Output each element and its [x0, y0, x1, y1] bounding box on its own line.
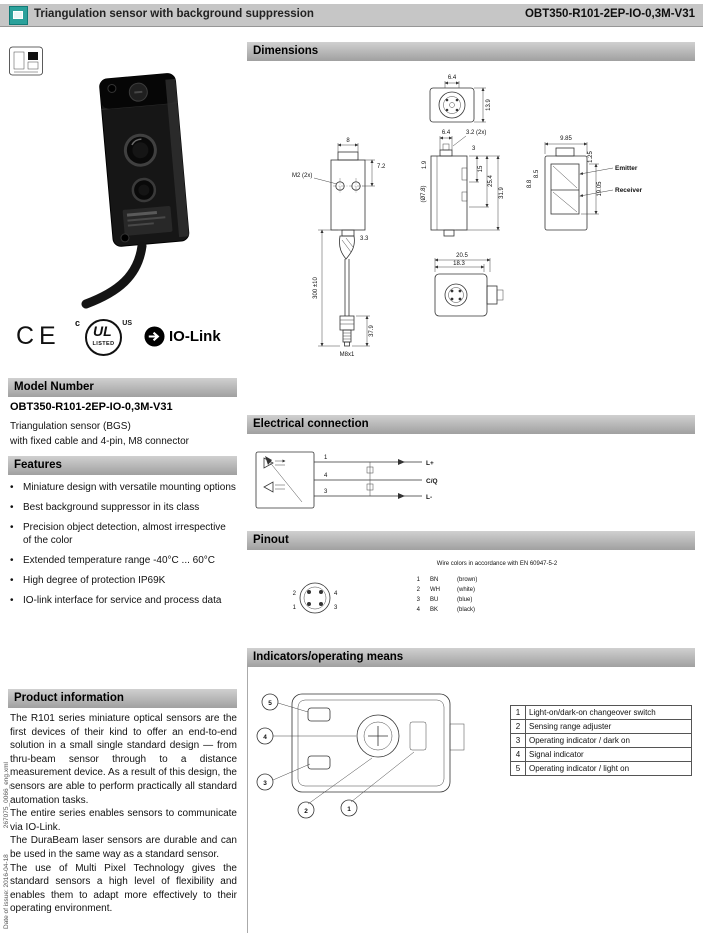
ul-us-label: US	[122, 320, 132, 327]
callout-5: 5	[268, 700, 272, 707]
dim-label: (Ø7.8)	[421, 185, 427, 203]
row-description: Operating indicator / dark on	[526, 734, 692, 748]
row-number: 5	[511, 762, 526, 776]
wiring	[314, 455, 438, 501]
dim-label: 8	[346, 138, 350, 144]
dim-label: 300 ±10	[313, 277, 319, 299]
header-bar	[0, 4, 703, 27]
io-link-arrow-icon	[144, 326, 165, 347]
callout-4: 4	[263, 734, 267, 741]
dim-label: 7.2	[377, 164, 386, 170]
file-name: 267075_0066_eng.xml	[3, 762, 10, 829]
dim-label: 31.9	[499, 187, 505, 199]
callout-1: 1	[347, 806, 351, 813]
io-link-logo	[144, 326, 221, 347]
brand-square-icon	[9, 6, 28, 25]
dim-label: 3	[472, 146, 476, 152]
pin-code: WH	[430, 587, 440, 593]
pin-code: BK	[430, 607, 439, 613]
table-row	[511, 762, 692, 776]
dim-label: 9.85	[560, 136, 572, 142]
feature-item	[10, 594, 236, 607]
pin-no: 3	[416, 597, 420, 603]
paragraph: The R101 series miniature optical sensors are the first devices of their kind to offer an end-to-end solution in a small single standard design — from thru-beam sensor through to a distance measurement device. As a result of this design, the sensors are able to perform practically all standard automation tasks.	[10, 713, 237, 806]
row-number: 3	[511, 734, 526, 748]
pin-no: 4	[416, 607, 420, 613]
section-indicators: Indicators/operating means	[247, 648, 695, 667]
dim-label: 20.5	[456, 253, 468, 259]
io-link-label: IO-Link	[169, 328, 221, 345]
feature-item	[10, 501, 236, 514]
dim-label: M8x1	[339, 352, 355, 358]
bullet-icon: •	[10, 555, 14, 566]
row-description: Light-on/dark-on changeover switch	[526, 706, 692, 720]
pinout-diagram	[250, 553, 695, 637]
release-note	[3, 762, 10, 929]
section-dimensions: Dimensions	[247, 42, 695, 61]
face-pin-number: 1	[292, 605, 296, 611]
wire-color-table	[417, 577, 478, 613]
section-product-information: Product information	[8, 689, 237, 708]
feature-text: Best background suppressor in its class	[23, 502, 200, 513]
product-photo	[50, 50, 238, 312]
ul-letters: UL	[93, 323, 112, 339]
section-features: Features	[8, 456, 237, 475]
feature-text: High degree of protection IP69K	[23, 575, 166, 586]
dims-top-view	[430, 75, 492, 122]
callouts	[257, 694, 414, 818]
face-pin-number: 2	[292, 591, 296, 597]
ul-mark	[74, 316, 132, 364]
paragraph: The DuraBeam laser sensors are durable and can be used in the same way as a standard sensor.	[10, 835, 237, 860]
pin-code: BN	[430, 577, 439, 583]
pin-color: (brown)	[457, 577, 478, 583]
row-description: Sensing range adjuster	[526, 720, 692, 734]
dim-label: 8.8	[527, 179, 533, 189]
model-sub-description: with fixed cable and 4-pin, M8 connector	[10, 436, 189, 447]
connector-face	[293, 583, 338, 613]
bullet-icon: •	[10, 482, 14, 493]
dim-label: 19.05	[597, 181, 603, 197]
dims-cable-view	[313, 230, 375, 358]
indicators-table	[510, 705, 692, 776]
page-title: Triangulation sensor with background suppression	[34, 8, 314, 20]
pin-no: 1	[416, 577, 420, 583]
dim-label: 3.2 (2x)	[466, 130, 487, 136]
feature-text: Miniature design with versatile mounting options	[23, 482, 236, 493]
paragraph: The use of Multi Pixel Technology gives the standard sensors a high level of flexibility and enables them to adapt more effectively to their operating environment.	[10, 862, 237, 915]
wire-color-note: Wire colors in accordance with EN 60947-5-2	[436, 561, 558, 567]
product-information-text	[10, 712, 237, 916]
model-description: Triangulation sensor (BGS)	[10, 421, 131, 432]
sensor-symbol	[256, 452, 314, 508]
feature-text: Extended temperature range -40°C ... 60°C	[23, 555, 215, 566]
pin-no: 2	[416, 587, 420, 593]
column-divider-line	[247, 667, 248, 933]
bullet-icon: •	[10, 595, 14, 606]
paragraph: The entire series enables sensors to communicate via IO-Link.	[10, 808, 237, 833]
pin-color: (white)	[457, 587, 476, 593]
receiver-label: Receiver	[615, 187, 643, 194]
feature-text: Precision object detection, almost irrespective of the color	[23, 522, 226, 546]
feature-item	[10, 521, 236, 547]
dim-label: 1.9	[422, 160, 428, 170]
section-pinout: Pinout	[247, 531, 695, 550]
table-row	[511, 748, 692, 762]
wire-pin-number: 1	[324, 455, 328, 461]
wire-label-lplus: L+	[426, 460, 434, 467]
row-number: 1	[511, 706, 526, 720]
table-row	[511, 734, 692, 748]
sensor-top-view	[292, 694, 464, 792]
dims-back-view	[527, 136, 643, 230]
dim-label: 13.9	[486, 99, 492, 111]
dims-connector-view	[435, 253, 503, 316]
product-family-icon	[8, 44, 50, 84]
dim-label: 6.4	[447, 75, 457, 81]
features-list	[10, 481, 236, 614]
table-row	[511, 706, 692, 720]
dimensions-drawing	[250, 64, 695, 409]
part-number: OBT350-R101-2EP-IO-0,3M-V31	[524, 8, 695, 20]
dim-label: 6.4	[441, 130, 451, 136]
emitter-label: Emitter	[615, 165, 638, 172]
pin-code: BU	[430, 597, 439, 603]
feature-item	[10, 554, 236, 567]
dim-label: 1.25	[588, 151, 594, 163]
bullet-icon: •	[10, 522, 14, 533]
dims-front-view	[292, 138, 386, 242]
dim-label: 25.4	[488, 175, 494, 187]
wire-label-cq: C/Q	[426, 478, 438, 485]
brand-square-inner	[13, 11, 23, 19]
wire-pin-number: 3	[324, 489, 328, 495]
callout-3: 3	[263, 780, 267, 787]
feature-text: IO-link interface for service and process data	[23, 595, 222, 606]
row-number: 2	[511, 720, 526, 734]
dims-side-view	[421, 130, 505, 236]
section-electrical-connection: Electrical connection	[247, 415, 695, 434]
wire-pin-number: 4	[324, 473, 328, 479]
wire-label-lminus: L-	[426, 494, 433, 501]
certification-row	[10, 316, 237, 364]
bullet-icon: •	[10, 502, 14, 513]
ce-mark: CE	[16, 322, 61, 350]
pin-color: (black)	[457, 607, 476, 613]
ul-listed-label: LISTED	[92, 341, 115, 347]
table-row	[511, 720, 692, 734]
dim-label: 15	[478, 165, 484, 173]
row-description: Operating indicator / light on	[526, 762, 692, 776]
electrical-connection-diagram	[250, 438, 695, 526]
face-pin-number: 4	[334, 591, 338, 597]
ul-c-label: c	[75, 318, 81, 328]
feature-item	[10, 481, 236, 494]
bullet-icon: •	[10, 575, 14, 586]
dim-label: 3.3	[360, 236, 369, 242]
pin-color: (blue)	[457, 597, 473, 603]
section-model-number: Model Number	[8, 378, 237, 397]
indicators-drawing	[250, 672, 510, 832]
callout-2: 2	[304, 808, 308, 815]
release-date: Date of issue: 2016-04-18	[3, 854, 10, 929]
model-name: OBT350-R101-2EP-IO-0,3M-V31	[10, 401, 173, 413]
face-pin-number: 3	[334, 605, 338, 611]
dim-label: 8.5	[534, 169, 540, 179]
ul-circle-icon	[85, 319, 122, 356]
feature-item	[10, 574, 236, 587]
dim-label: 18.3	[453, 261, 465, 267]
dim-label: M2 (2x)	[292, 173, 313, 179]
row-description: Signal indicator	[526, 748, 692, 762]
dim-label: 37.9	[369, 325, 375, 337]
row-number: 4	[511, 748, 526, 762]
